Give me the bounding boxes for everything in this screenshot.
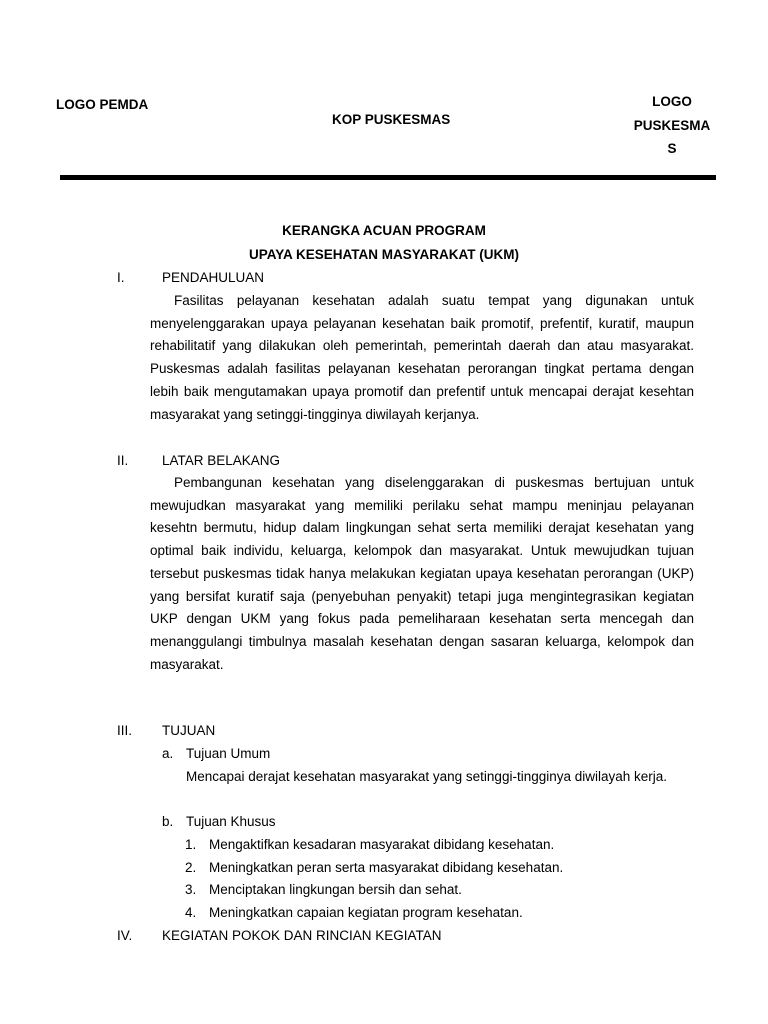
- list-item-number: 2.: [185, 860, 197, 875]
- subsection-tujuan-umum: [162, 743, 270, 766]
- section-heading-pendahuluan: PENDAHULUAN: [162, 270, 265, 285]
- list-item-number: 1.: [185, 837, 197, 852]
- list-item: [185, 857, 563, 880]
- subsection-label: b.: [162, 814, 174, 829]
- section-heading-kegiatan-pokok: KEGIATAN POKOK DAN RINCIAN KEGIATAN: [162, 928, 442, 943]
- list-item-text: Meningkatkan capaian kegiatan program kesehatan.: [209, 905, 523, 920]
- paragraph-text: Pembangunan kesehatan yang diselenggarakan di puskesmas bertujuan untuk mewujudkan masyarakat yang memiliki perilaku sehat mampu meninjau pelayanan kesehtn bermutu, hidup dalam lingkungan sehat serta memiliki derajat kesehatan yang optimal baik individu, keluarga, kelompok dan masyarakat. Untuk mewujudkan tujuan tersebut puskesmas tidak hanya melakukan kegiatan upaya kesehatan perorangan (UKP) yang bersifat kuratif saja (penyebuhan penyakit) tetapi juga mengintegrasikan kegiatan UKP dengan UKM yang fokus pada pemeliharaan kesehatan serta mencegah dan menanggulangi timbulnya masalah kesehatan dengan sasaran keluarga, kelompok dan masyarakat.: [150, 475, 694, 672]
- paragraph-text: Fasilitas pelayanan kesehatan adalah suatu tempat yang digunakan untuk menyelenggarakan upaya pelayanan kesehatan baik promotif, prefentif, kuratif, maupun rehabilitatif yang dilakukan oleh pemerintah, pemerintah daerah dan atau masyarakat. Puskesmas adalah fasilitas pelayanan kesehatan perorangan tingkat pertama dengan lebih baik mengutamakan upaya promotif dan prefentif untuk mencapai derajat kesehtan masyarakat yang setinggi-tingginya diwilayah kerjanya.: [150, 293, 694, 422]
- list-item-text: Mengaktifkan kesadaran masyarakat dibidang kesehatan.: [209, 837, 555, 852]
- subsection-tujuan-khusus: [162, 811, 276, 834]
- list-item-text: Menciptakan lingkungan bersih dan sehat.: [209, 882, 462, 897]
- section-paragraph-latar-belakang: [150, 472, 694, 676]
- subsection-title: Tujuan Umum: [186, 746, 271, 761]
- logo-puskesmas-placeholder: [622, 90, 722, 161]
- section-number: I.: [117, 270, 125, 285]
- tujuan-umum-paragraph: [162, 766, 694, 789]
- section-number: II.: [117, 453, 129, 468]
- list-item-number: 4.: [185, 905, 197, 920]
- section-number: III.: [117, 723, 133, 738]
- document-title: KERANGKA ACUAN PROGRAM: [282, 223, 486, 238]
- list-item-text: Meningkatkan peran serta masyarakat dibidang kesehatan.: [209, 860, 564, 875]
- list-item: [185, 902, 523, 925]
- list-item: [185, 879, 462, 902]
- logo-pemda-placeholder: LOGO PEMDA: [56, 97, 149, 112]
- kop-puskesmas-heading: KOP PUSKESMAS: [332, 112, 451, 127]
- list-item: [185, 834, 554, 857]
- logo-puskesmas-line: LOGO: [652, 94, 692, 109]
- section-paragraph-pendahuluan: [150, 290, 694, 426]
- subsection-label: a.: [162, 746, 174, 761]
- header-divider: [60, 175, 716, 180]
- section-heading-latar-belakang: LATAR BELAKANG: [162, 453, 281, 468]
- document-subtitle: UPAYA KESEHATAN MASYARAKAT (UKM): [248, 247, 520, 262]
- list-item-number: 3.: [185, 882, 197, 897]
- paragraph-text: Mencapai derajat kesehatan masyarakat yang setinggi-tingginya diwilayah kerja.: [186, 769, 668, 784]
- section-number: IV.: [117, 928, 133, 943]
- logo-puskesmas-line: PUSKESMA: [633, 117, 711, 133]
- subsection-title: Tujuan Khusus: [186, 814, 276, 829]
- logo-puskesmas-line: S: [667, 141, 677, 156]
- section-heading-tujuan: TUJUAN: [162, 723, 216, 738]
